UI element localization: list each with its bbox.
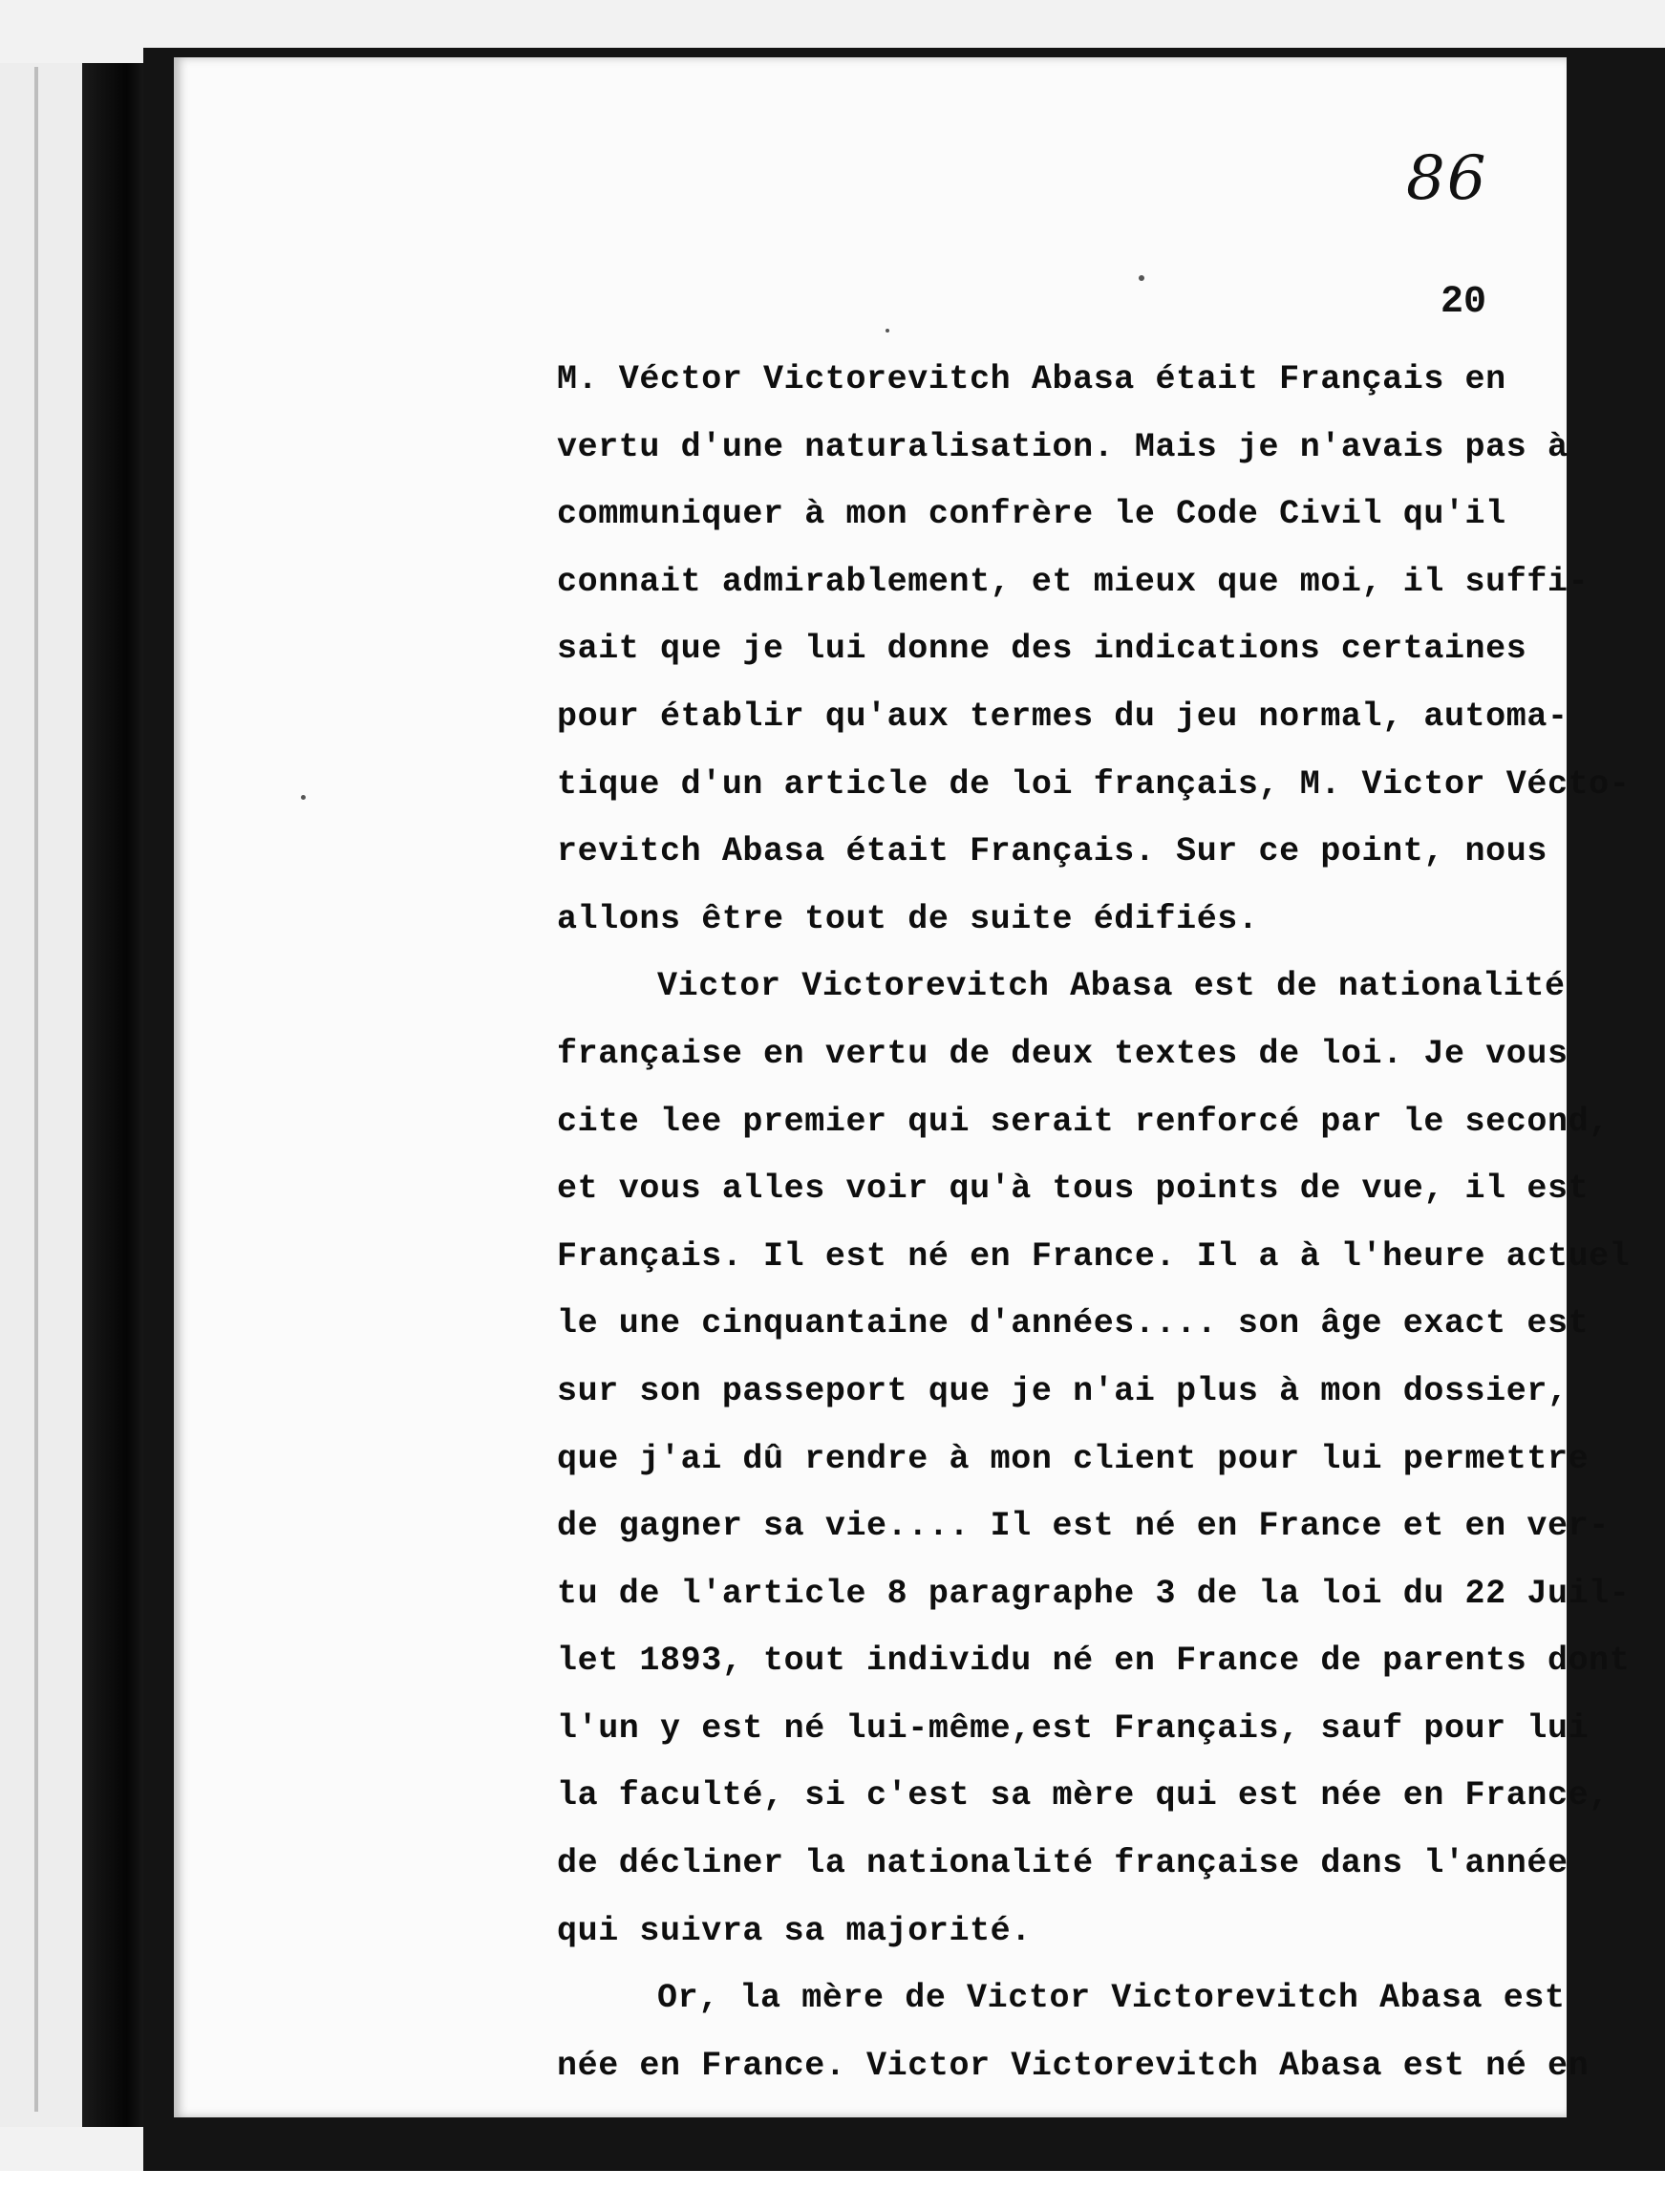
text-line: M. Véctor Victorevitch Abasa était Français en [557,360,1506,398]
text-line: de décliner la nationalité française dans l'année [557,1844,1569,1883]
scan-bottom-margin [0,2171,1665,2212]
text-line: let 1893, tout individu né en France de parents dont [557,1642,1631,1681]
text-line: allons être tout de suite édifiés. [557,899,1259,938]
text-line: communiquer à mon confrère le Code Civil qu'il [557,495,1506,534]
text-line: connait admirablement, et mieux que moi, il suffi- [557,562,1590,601]
text-line: l'un y est né lui-même,est Français, sauf pour lui [557,1708,1590,1748]
text-line: la faculté, si c'est sa mère qui est née en France, [557,1776,1610,1815]
text-line: de gagner sa vie.... Il est né en France et en ver- [557,1507,1610,1546]
left-page-edge [34,67,38,2112]
text-line: sur son passeport que je n'ai plus à mon dossier, [557,1371,1569,1410]
typewritten-text [557,346,1631,2099]
ink-speck [301,795,306,800]
text-line: née en France. Victor Victorevitch Abasa est né en [557,2046,1590,2085]
text-line: pour établir qu'aux termes du jeu normal, automa- [557,697,1569,736]
text-line: Victor Victorevitch Abasa est de nationalité [657,967,1566,1006]
text-line: vertu d'une naturalisation. Mais je n'avais pas à [557,427,1569,466]
text-line: cite lee premier qui serait renforcé par le second, [557,1102,1610,1141]
ink-speck [1139,275,1144,281]
typed-page-number: 20 [1441,281,1487,324]
text-line: française en vertu de deux textes de loi. Je vous [557,1034,1569,1073]
text-line: revitch Abasa était Français. Sur ce point, nous [557,832,1548,871]
text-line: Français. Il est né en France. Il a à l'heure actuel [557,1236,1631,1276]
text-line: le une cinquantaine d'années.... son âge exact est [557,1304,1590,1343]
text-line: Or, la mère de Victor Victorevitch Abasa est [657,1979,1566,2018]
ink-speck [886,329,889,333]
text-line: qui suivra sa majorité. [557,1911,1032,1950]
text-line: sait que je lui donne des indications certaines [557,630,1527,669]
text-line: que j'ai dû rendre à mon client pour lui permettre [557,1439,1590,1478]
text-line: tique d'un article de loi français, M. Victor Vécto- [557,764,1631,804]
text-line: et vous alles voir qu'à tous points de vue, il est [557,1170,1590,1209]
handwritten-page-number: 86 [1406,143,1488,214]
text-line: tu de l'article 8 paragraphe 3 de la loi du 22 Juil- [557,1574,1631,1613]
